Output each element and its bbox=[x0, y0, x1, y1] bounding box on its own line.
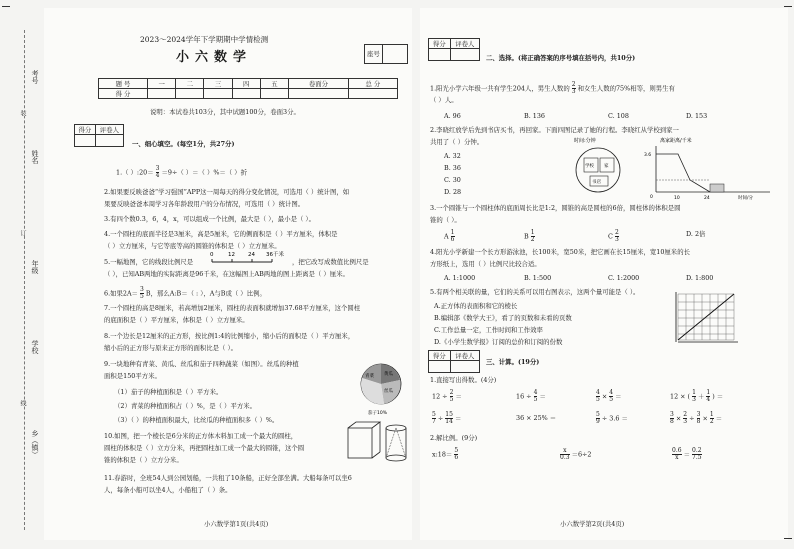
score-cell[interactable] bbox=[429, 361, 451, 373]
numerator: 3 bbox=[140, 286, 144, 293]
calc-text: ÷ bbox=[689, 414, 695, 423]
scale-bar bbox=[208, 250, 292, 268]
seat-label: 座号 bbox=[367, 45, 383, 63]
numerator: 5 bbox=[596, 411, 600, 418]
calc-fraction bbox=[534, 390, 538, 403]
grader-label: 评卷人 bbox=[450, 351, 479, 361]
score-col: 卷面分 bbox=[289, 79, 349, 89]
q6-rest: B，那么A:B＝（ : ），A与B成（ ）比例。 bbox=[145, 289, 266, 298]
scale-tick-label: 12 bbox=[228, 252, 235, 258]
q1-rest: ＝9÷（ ）＝（ ）%＝（ ）折 bbox=[161, 168, 248, 177]
grader-label: 评卷人 bbox=[95, 125, 123, 135]
score-cell[interactable] bbox=[289, 89, 349, 99]
calc-text: 16 ÷ bbox=[516, 392, 532, 401]
denominator: 8 bbox=[670, 418, 674, 425]
page-2-footer: 小六数学第2页(共4页) bbox=[560, 520, 625, 528]
numerator: 15 bbox=[445, 411, 453, 418]
calc-text: ＝ bbox=[455, 392, 462, 401]
margin-label-grade: 年级 bbox=[31, 260, 39, 274]
calc-1-2 bbox=[516, 390, 546, 403]
denominator: 2 bbox=[709, 418, 714, 425]
calc-fraction bbox=[670, 412, 674, 425]
seat-box bbox=[364, 44, 408, 64]
question-10a: 10.如图，把一个棱长是6分米的正方体木料加工成一个最大的圆柱， bbox=[104, 432, 298, 440]
calc-text: × bbox=[675, 414, 682, 423]
question-2a: 2.如果要反映爸爸“学习强国”APP这一周每天的得分变化情况，可选用（ ）统计图，如 bbox=[104, 188, 350, 196]
question-5b: ，把它改写成数值比例尺是 bbox=[292, 258, 369, 266]
question-11a: 11.春游时，全班54人到公园划船，一共租了10条船，正好全部坐满。大船每条可以坐6 bbox=[104, 474, 352, 482]
q6-fraction bbox=[140, 287, 144, 300]
pie-label: 青菜 bbox=[365, 374, 374, 379]
numerator: 1 bbox=[530, 229, 535, 236]
calc-text: ＝ bbox=[615, 392, 622, 401]
denominator: 6 bbox=[450, 236, 455, 243]
calc-2-1 bbox=[432, 412, 461, 425]
choice-2-option-a[interactable]: A. 32 bbox=[444, 152, 461, 160]
choice-3-option-b[interactable] bbox=[524, 230, 535, 243]
cut-word-zhuang: 装 bbox=[19, 110, 26, 116]
c1-fraction bbox=[572, 82, 576, 95]
score-cell[interactable] bbox=[450, 361, 479, 373]
calc-text: ＋ bbox=[697, 392, 705, 401]
question-7a: 7.一个圆柱的高是8厘米，若高增加2厘米，圆柱的表面积就增加37.68平方厘米，这个圆柱 bbox=[104, 304, 361, 312]
choice-4-option-c[interactable]: C. 1:2000 bbox=[608, 274, 640, 282]
section3-score-box bbox=[428, 350, 480, 373]
diagram-label: 家 bbox=[604, 164, 609, 169]
question-7b: 的底面积是（ ）平方厘米，体积是（ ）立方厘米。 bbox=[104, 316, 249, 324]
cut-word-ding: 订 bbox=[19, 230, 26, 236]
calc-text: ＝ bbox=[454, 414, 462, 423]
page-1-footer: 小六数学第1页(共4页) bbox=[204, 520, 269, 528]
choice-4-option-d[interactable]: D. 1:800 bbox=[686, 274, 714, 282]
question-4b: （ ）立方厘米，与它等底等高的圆锥的体积是（ ）立方厘米。 bbox=[104, 242, 281, 250]
proportion-1 bbox=[432, 448, 458, 461]
numerator: 0.2 bbox=[692, 447, 702, 454]
option-letter: C bbox=[608, 232, 613, 241]
diagram-label: 时间/分 bbox=[738, 196, 754, 201]
choice-1-option-d[interactable]: D. 153 bbox=[686, 112, 708, 120]
diagram-label: 24 bbox=[704, 196, 710, 201]
calc-text: ÷ bbox=[437, 414, 444, 423]
score-col: 一 bbox=[148, 79, 176, 89]
prop-fraction bbox=[560, 448, 570, 461]
calc-fraction bbox=[596, 390, 600, 403]
margin-label-town: 乡（镇） bbox=[31, 430, 39, 458]
calc-fraction bbox=[596, 412, 600, 425]
calc-1-1 bbox=[432, 390, 462, 403]
vegetable-pie-chart bbox=[356, 360, 406, 418]
score-cell[interactable] bbox=[176, 89, 204, 99]
option-letter: B bbox=[524, 232, 529, 241]
choice-5-option-d[interactable]: D.《小学生数学报》订阅的总价和订阅的份数 bbox=[434, 338, 563, 346]
question-6 bbox=[104, 287, 266, 300]
binding-margin bbox=[0, 0, 44, 549]
option-fraction bbox=[531, 230, 535, 243]
proportion-2 bbox=[560, 448, 591, 461]
score-label: 得分 bbox=[429, 39, 451, 49]
choice-4-option-b[interactable]: B. 1:500 bbox=[524, 274, 552, 282]
cube-cylinder-figure bbox=[344, 418, 410, 466]
calc-2-4 bbox=[670, 412, 722, 425]
question-5c: （ ），已知AB两地的实际距离是96千米，在这幅图上AB两地的图上距离是（ ）厘米。 bbox=[104, 270, 349, 278]
question-8b: 缩小后的正方形与原来正方形的面积比是（ ）。 bbox=[104, 344, 238, 352]
denominator: 3 bbox=[571, 88, 576, 95]
question-4a: 4.一个圆柱的底面半径是3厘米，高是5厘米，它的侧面积是（ ）平方厘米，体积是 bbox=[104, 230, 338, 238]
score-row-label: 得 分 bbox=[99, 89, 148, 99]
calc-1-4 bbox=[670, 390, 723, 403]
numerator: 3 bbox=[670, 411, 674, 418]
question-10b: 圆柱的体积是（ ）立方分米，再把圆柱加工成一个最大的圆锥，这个圆 bbox=[104, 444, 305, 452]
calc-text: ) ＝ bbox=[712, 392, 724, 401]
choice-5-option-a[interactable]: A.正方体的表面积和它的棱长 bbox=[434, 302, 518, 310]
diagram-label: 书店 bbox=[592, 180, 601, 185]
score-col: 三 bbox=[204, 79, 232, 89]
diagram-label: 10 bbox=[674, 196, 680, 201]
denominator: 5 bbox=[533, 396, 538, 403]
numerator: 5 bbox=[454, 447, 459, 454]
denominator: 5 bbox=[596, 396, 600, 403]
diagram-label: 时间:分钟 bbox=[574, 138, 596, 144]
choice-2b: 共用了（ ）分钟。 bbox=[430, 138, 484, 146]
score-cell[interactable] bbox=[95, 135, 123, 147]
margin-label-school: 学校 bbox=[31, 340, 39, 354]
question-9-3: （3）（ ）的种植面积最大，比丝瓜的种植面积多（ ）%。 bbox=[114, 416, 279, 424]
denominator: 5 bbox=[140, 293, 144, 300]
choice-4b: 方形纸上，选用（ ）比例尺比较合适。 bbox=[430, 260, 541, 268]
q6-text: 6.如果2A＝ bbox=[104, 289, 138, 298]
denominator: x bbox=[675, 454, 679, 461]
choice-4-option-a[interactable]: A. 1:1000 bbox=[444, 274, 476, 282]
choice-1a bbox=[430, 82, 675, 95]
numerator: 4 bbox=[533, 389, 538, 396]
choice-3a: 3.一个圆锥与一个圆柱体的底面周长比是1:2，圆锥的高是圆柱的6倍，圆柱体的体积是圆 bbox=[430, 204, 681, 212]
calc-text: 12 × ( bbox=[670, 392, 691, 401]
score-cell[interactable] bbox=[348, 89, 397, 99]
crop-mark bbox=[2, 6, 10, 7]
score-col: 二 bbox=[176, 79, 204, 89]
denominator: 7 bbox=[432, 418, 436, 425]
choice-1-option-b[interactable]: B. 136 bbox=[524, 112, 545, 120]
calc-text: × bbox=[702, 414, 708, 423]
choice-2a: 2.李晓红放学后先到书店买书，再回家。下面四图记录了她的行程。李晓红从学校到家一 bbox=[430, 126, 679, 134]
score-col: 五 bbox=[260, 79, 288, 89]
c1-text: 1.阳光小学六年级一共有学生204人，男生人数的 bbox=[430, 84, 570, 93]
score-label: 得分 bbox=[429, 351, 451, 361]
denominator: 5 bbox=[609, 396, 614, 403]
numerator: x bbox=[560, 448, 570, 455]
numerator: 2 bbox=[683, 411, 688, 418]
score-col: 题 号 bbox=[99, 79, 148, 89]
score-cell[interactable] bbox=[75, 135, 96, 147]
choice-2-option-b[interactable]: B. 36 bbox=[444, 164, 461, 172]
choice-5-option-b[interactable]: B.编辑部《数学大王》，看了的页数和未看的页数 bbox=[434, 314, 572, 322]
calc-part-2: 2.解比例。(9分) bbox=[430, 434, 478, 442]
question-5a: 5.一幅地图，它的线段比例尺是 bbox=[104, 258, 194, 266]
prop-fraction bbox=[454, 448, 458, 461]
score-label: 得分 bbox=[75, 125, 96, 135]
calc-fraction bbox=[450, 390, 454, 403]
denominator: 3 bbox=[683, 418, 688, 425]
journey-diagram bbox=[570, 132, 782, 202]
section2-score-box bbox=[428, 38, 480, 61]
choice-3b: 锥的（ ）。 bbox=[430, 216, 461, 224]
calc-text: ＝ bbox=[539, 392, 546, 401]
pie-label: 茄子10% bbox=[368, 411, 388, 416]
score-cell[interactable] bbox=[232, 89, 260, 99]
numerator: 4 bbox=[609, 389, 614, 396]
denominator: 9 bbox=[596, 418, 600, 425]
score-cell[interactable] bbox=[204, 89, 232, 99]
diagram-label: 3.6 bbox=[644, 153, 652, 158]
score-table bbox=[98, 78, 398, 99]
calc-fraction bbox=[697, 412, 701, 425]
numerator: 4 bbox=[596, 389, 600, 396]
score-cell[interactable] bbox=[450, 49, 479, 61]
cut-word-xian: 线 bbox=[19, 400, 26, 406]
page-2 bbox=[420, 8, 788, 540]
choice-5-option-c[interactable]: C.工作总量一定，工作时间和工作效率 bbox=[434, 326, 543, 334]
calc-part-1: 1.直接写出得数。(4分) bbox=[430, 376, 497, 384]
q1-text: 1.（ ）:20＝ bbox=[116, 168, 154, 177]
calc-fraction bbox=[710, 412, 714, 425]
calc-text: × bbox=[601, 392, 608, 401]
scale-tick-label: 0 bbox=[210, 252, 214, 258]
calc-2-3 bbox=[596, 412, 628, 425]
cut-line bbox=[24, 30, 25, 530]
denominator: 4 bbox=[155, 172, 160, 179]
numerator: 1 bbox=[709, 411, 714, 418]
prop-text: ＝ bbox=[683, 450, 690, 459]
prop-fraction bbox=[672, 448, 682, 461]
numerator: 1 bbox=[692, 389, 696, 396]
calc-text: 12 ÷ bbox=[432, 392, 448, 401]
denominator: 14 bbox=[445, 418, 453, 425]
choice-4a: 4.阳光小学新建一个长方形游泳池，长100米，宽50米，把它画在长15厘米，宽10厘米的长 bbox=[430, 248, 690, 256]
section2-title: 二、选择。(将正确答案的序号填在括号内，共10分) bbox=[486, 54, 636, 62]
calc-1-3 bbox=[596, 390, 622, 403]
margin-label-exam-no: 考号 bbox=[31, 70, 39, 84]
grader-label: 评卷人 bbox=[450, 39, 479, 49]
numerator: 0.6 bbox=[672, 447, 682, 454]
choice-1-option-a[interactable]: A. 96 bbox=[444, 112, 461, 120]
score-cell[interactable] bbox=[148, 89, 176, 99]
denominator: 4 bbox=[706, 396, 711, 403]
page-1 bbox=[44, 8, 412, 540]
calc-2-2: 36 × 25% ＝ bbox=[516, 414, 557, 422]
choice-5: 5.有两个相关联的量，它们的关系可以用右图表示，这两个量可能是（ ）。 bbox=[430, 288, 640, 296]
calc-fraction bbox=[706, 390, 710, 403]
margin-label-name: 姓名 bbox=[31, 150, 39, 164]
denominator: 2 bbox=[530, 236, 535, 243]
numerator: 3 bbox=[696, 411, 701, 418]
denominator: 3 bbox=[614, 236, 619, 243]
denominator: 0.3 bbox=[560, 454, 570, 461]
option-fraction bbox=[451, 230, 455, 243]
diagram-label: 学校 bbox=[585, 164, 594, 169]
exam-year-title: 2023～2024学年下学期期中学情检测 bbox=[140, 35, 269, 44]
denominator: 3 bbox=[692, 396, 696, 403]
denominator: 5 bbox=[449, 396, 454, 403]
section1-title: 一、细心填空。(每空1分，共27分) bbox=[132, 140, 235, 148]
calc-text: ＝ bbox=[715, 414, 723, 423]
numerator: 1 bbox=[450, 229, 455, 236]
calc-fraction bbox=[445, 412, 453, 425]
numerator: 2 bbox=[571, 81, 576, 88]
calc-text: ÷ 3.6 ＝ bbox=[601, 414, 628, 423]
c1-rest: 和女生人数的75%相等，则男生有 bbox=[577, 84, 675, 93]
question-9a: 9.一块地种有青菜、黄瓜、丝瓜和茄子四种蔬菜（如图）。丝瓜的种植 bbox=[104, 360, 299, 368]
question-1 bbox=[116, 166, 247, 179]
option-letter: A bbox=[444, 232, 449, 241]
section3-title: 三、计算。(19分) bbox=[486, 358, 540, 366]
calc-fraction bbox=[609, 390, 613, 403]
score-col: 总 分 bbox=[348, 79, 397, 89]
choice-3-option-d[interactable]: D. 2倍 bbox=[686, 230, 706, 238]
denominator: 8 bbox=[696, 418, 701, 425]
numerator: 5 bbox=[432, 411, 436, 418]
numerator: 2 bbox=[614, 229, 619, 236]
option-fraction bbox=[615, 230, 619, 243]
score-cell[interactable] bbox=[429, 49, 451, 61]
choice-3-option-a[interactable] bbox=[444, 230, 455, 243]
proportion-graph bbox=[670, 290, 740, 348]
choice-2-option-d[interactable]: D. 28 bbox=[444, 188, 462, 196]
instructions: 说明：本试卷共103分，其中试题100分，卷面3分。 bbox=[150, 108, 300, 116]
crop-mark bbox=[784, 6, 792, 7]
question-9b: 面积是150平方米。 bbox=[104, 372, 161, 380]
calc-fraction bbox=[432, 412, 436, 425]
question-11b: 人，每条小船可以坐4人，小船租了（ ）条。 bbox=[104, 486, 232, 494]
numerator: 2 bbox=[449, 389, 454, 396]
diagram-label: 离家距离/千米 bbox=[660, 138, 692, 144]
crop-mark bbox=[784, 538, 792, 539]
score-col: 四 bbox=[232, 79, 260, 89]
prop-fraction bbox=[692, 448, 702, 461]
question-2b: 果要反映爸爸本周学习各年龄段用户的分布情况，可选用（ ）统计图。 bbox=[104, 200, 305, 208]
calc-fraction bbox=[683, 412, 687, 425]
exam-grade-title: 小六数学 bbox=[176, 50, 253, 65]
q1-fraction bbox=[156, 166, 160, 179]
question-10c: 锥的体积是（ ）立方分米。 bbox=[104, 456, 183, 464]
question-9-2: （2）青菜的种植面积占（ ）%，是（ ）平方米。 bbox=[114, 402, 257, 410]
section1-score-box bbox=[74, 124, 124, 147]
scale-tick-label: 24 bbox=[248, 252, 255, 258]
numerator: 1 bbox=[706, 389, 711, 396]
diagram-label: 0 bbox=[650, 195, 653, 200]
pie-label: 黄瓜 bbox=[384, 372, 393, 377]
prop-text: x:18＝ bbox=[432, 450, 453, 459]
choice-1-option-c[interactable]: C. 108 bbox=[608, 112, 629, 120]
denominator: 7.5 bbox=[692, 454, 702, 461]
score-cell[interactable] bbox=[260, 89, 288, 99]
pie-label: 丝瓜 bbox=[384, 389, 393, 394]
proportion-line bbox=[678, 294, 734, 340]
denominator: 6 bbox=[454, 454, 459, 461]
choice-1c: （ ）人。 bbox=[430, 96, 458, 104]
numerator: 3 bbox=[155, 165, 160, 172]
scale-tick-label: 36千米 bbox=[266, 252, 284, 258]
prop-text: ＝6÷2 bbox=[571, 450, 592, 459]
question-3: 3.有四个数0.3，6，4，x，可以组成一个比例，最大是（ ），最小是（ ）。 bbox=[104, 215, 315, 223]
proportion-3 bbox=[672, 448, 702, 461]
question-8a: 8.一个边长是12厘米的正方形，按比例1:4的比例缩小，缩小后的面积是（ ）平方厘米， bbox=[104, 332, 355, 340]
question-9-1: （1）茄子的种植面积是（ ）平方米。 bbox=[114, 388, 223, 396]
choice-3-option-c[interactable] bbox=[608, 230, 619, 243]
choice-2-option-c[interactable]: C. 30 bbox=[444, 176, 461, 184]
calc-fraction bbox=[692, 390, 696, 403]
